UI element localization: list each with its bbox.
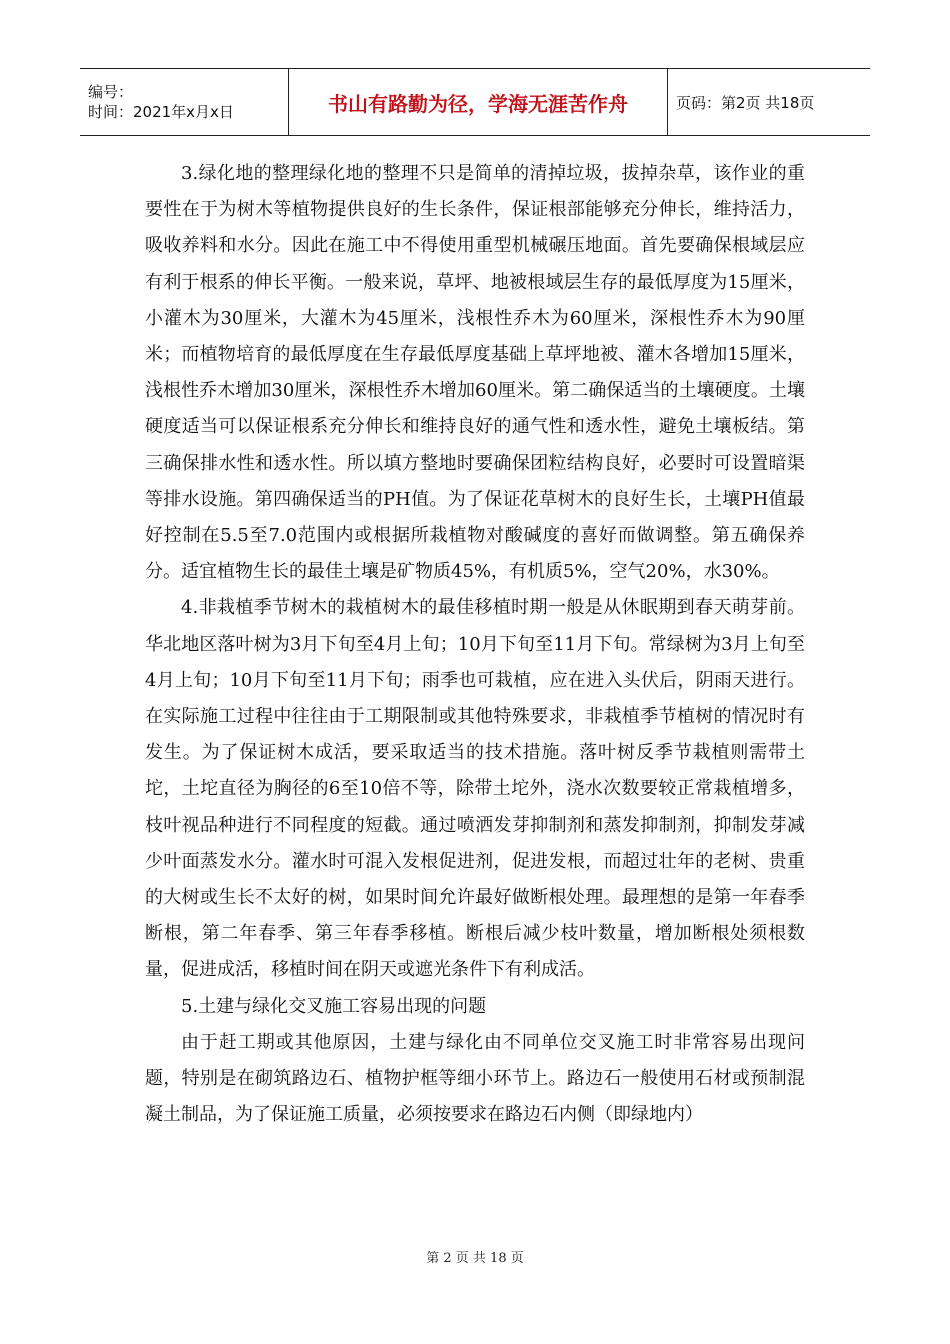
paragraph-5: 由于赶工期或其他原因，土建与绿化由不同单位交叉施工时非常容易出现问题，特别是在砌筑路边石、植物护框等细小环节上。路边石一般使用石材或预制混凝土制品，为了保证施工质量，必须按要求在路边石内侧（即绿地内） [145,1031,805,1126]
header-motto: 书山有路勤为径，学海无涯苦作舟 [289,69,668,136]
time-label: 时间：2021年x月x日 [88,103,234,121]
page-header [80,68,870,136]
header-meta [80,69,289,136]
number-label: 编号： [88,83,134,101]
page-footer: 第 2 页 共 18 页 [426,1251,524,1266]
paragraph-4: 4.非栽植季节树木的栽植树木的最佳移植时期一般是从休眠期到春天萌芽前。华北地区落叶树为3月下旬至4月上旬；10月下旬至11月下旬。常绿树为3月上旬至4月上旬；10月下旬至11月下旬；雨季也可栽植，应在进入头伏后，阴雨天进行。在实际施工过程中往往由于工期限制或其他特殊要求，非栽植季节植树的情况时有发生。为了保证树木成活，要采取适当的技术措施。落叶树反季节栽植则需带土坨，土坨直径为胸径的6至10倍不等，除带土坨外，浇水次数要较正常栽植增多，枝叶视品种进行不同程度的短截。通过喷洒发芽抑制剂和蒸发抑制剂，抑制发芽减少叶面蒸发水分。灌水时可混入发根促进剂，促进发根，而超过壮年的老树、贵重的大树或生长不太好的树，如果时间允许最好做断根处理。最理想的是第一年春季断根，第二年春季、第三年春季移植。断根后减少枝叶数量，增加断根处须根数量，促进成活，移植时间在阴天或遮光条件下有利成活。 [145,597,805,981]
header-page-info: 页码：第2页 共18页 [676,93,815,112]
heading-5: 5.土建与绿化交叉施工容易出现的问题 [181,995,487,1017]
document-body [145,156,805,1133]
paragraph-3: 3.绿化地的整理绿化地的整理不只是简单的清掉垃圾，拔掉杂草，该作业的重要性在于为树木等植物提供良好的生长条件，保证根部能够充分伸长，维持活力，吸收养料和水分。因此在施工中不得使用重型机械碾压地面。首先要确保根域层应有利于根系的伸长平衡。一般来说，草坪、地被根域层生存的最低厚度为15厘米，小灌木为30厘米，大灌木为45厘米，浅根性乔木为60厘米，深根性乔木为90厘米；而植物培育的最低厚度在生存最低厚度基础上草坪地被、灌木各增加15厘米，浅根性乔木增加30厘米，深根性乔木增加60厘米。第二确保适当的土壤硬度。土壤硬度适当可以保证根系充分伸长和维持良好的通气性和透水性，避免土壤板结。第三确保排水性和透水性。所以填方整地时要确保团粒结构良好，必要时可设置暗渠等排水设施。第四确保适当的PH值。为了保证花草树木的良好生长，土壤PH值最好控制在5.5至7.0范围内或根据所栽植物对酸碱度的喜好而做调整。第五确保养分。适宜植物生长的最佳土壤是矿物质45%，有机质5%，空气20%，水30%。 [145,163,805,583]
